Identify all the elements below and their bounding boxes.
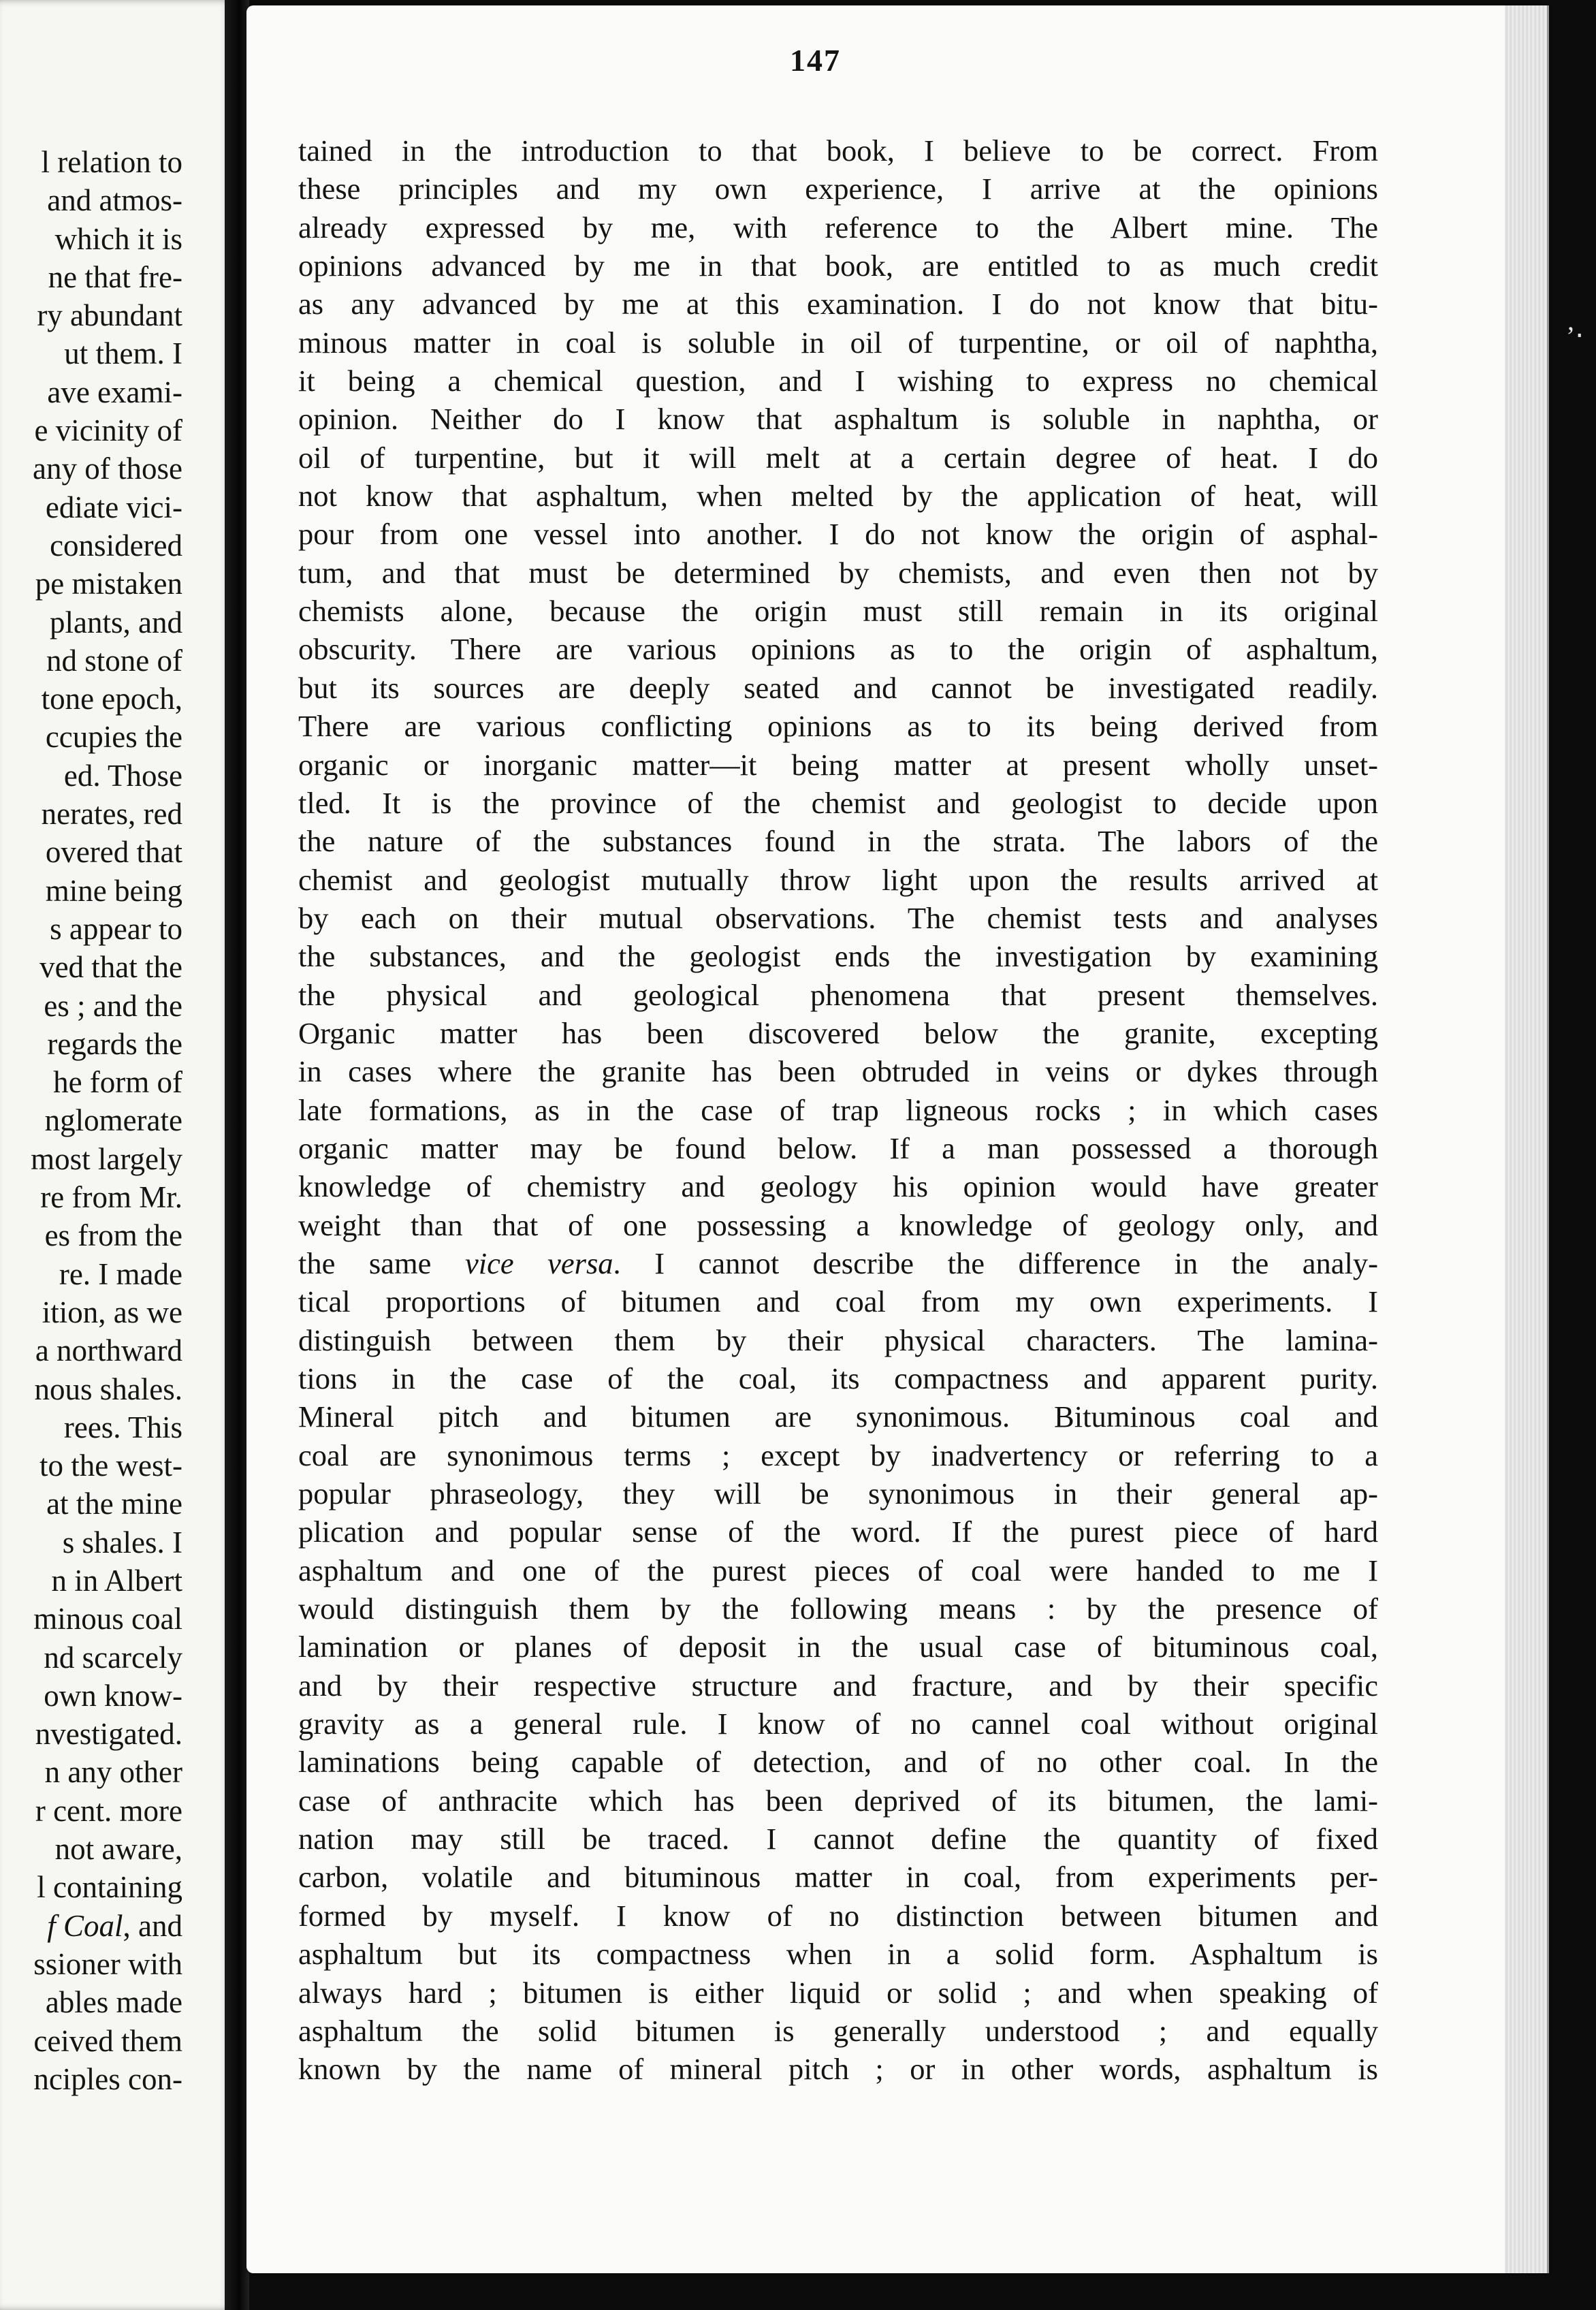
left-page-line: nglomerate [44,1103,182,1138]
text-line: asphaltum but its compactness when in a solid form. Asphaltum is [298,1937,1378,1972]
text-line: distinguish between them by their physical characters. The lamina- [298,1323,1378,1357]
left-page-line: considered [50,528,182,563]
text-line: chemists alone, because the origin must still remain in its original [298,594,1378,629]
left-page-line: and atmos- [47,183,182,218]
text-line: opinions advanced by me in that book, are entitled to as much credit [298,249,1378,283]
left-page-line: which it is [54,221,182,256]
left-page-line: at the mine [46,1487,182,1521]
left-page-line: l relation to [41,145,182,179]
left-page-line: nd stone of [46,643,182,678]
text-line: pour from one vessel into another. I do not know the origin of asphal- [298,517,1378,552]
text-line: gravity as a general rule. I know of no cannel coal without original [298,1707,1378,1741]
left-page-line: tone epoch, [41,682,182,716]
text-line: but its sources are deeply seated and cannot be investigated readily. [298,670,1378,705]
text-line: obscurity. There are various opinions as to the origin of asphaltum, [298,632,1378,667]
left-page-line: ables made [45,1985,182,2020]
text-line: weight than that of one possessing a knowledge of geology only, and [298,1207,1378,1242]
text-line: by each on their mutual observations. The chemist tests and analyses [298,900,1378,935]
text-line: case of anthracite which has been deprived of its bitumen, the lami- [298,1783,1378,1818]
left-page-line: n any other [44,1755,182,1790]
left-page-line: re from Mr. [40,1180,182,1215]
text-line: coal are synonimous terms ; except by inadvertency or referring to a [298,1438,1378,1472]
left-page-line: ccupies the [45,720,182,755]
text-line: organic matter may be found below. If a man possessed a thorough [298,1130,1378,1165]
left-page-line: ceived them [33,2023,182,2058]
left-page-line: any of those [33,452,182,486]
text-line: plication and popular sense of the word. If the purest piece of hard [298,1515,1378,1549]
text-line: tical proportions of bitumen and coal from my own experiments. I [298,1284,1378,1319]
text-line: chemist and geologist mutually throw light upon the results arrived at [298,862,1378,897]
text-line: the physical and geological phenomena that present themselves. [298,977,1378,1012]
left-page-line: overed that [45,835,182,870]
left-page-line: nd scarcely [44,1640,182,1675]
left-page-line: regards the [47,1026,182,1061]
italic-phrase: vice versa [464,1246,613,1280]
text-line: laminations being capable of detection, and of no other coal. In the [298,1745,1378,1779]
left-page-line: ed. Those [63,758,182,793]
text-line: the same vice versa. I cannot describe the difference in the analy- [298,1246,1378,1280]
left-page-line: es ; and the [44,988,182,1023]
body-text [298,131,1378,2089]
text-line: in cases where the granite has been obtruded in veins or dykes through [298,1054,1378,1089]
left-page-line: ved that the [39,950,182,985]
left-page-line: own know- [44,1678,182,1713]
left-page-line: rees. This [63,1410,182,1444]
left-page-text [0,143,182,2098]
left-page [0,0,232,2310]
left-page-line: es from the [44,1218,182,1253]
left-page-line: ut them. I [64,336,182,371]
text-line: it being a chemical question, and I wishing to express no chemical [298,364,1378,398]
text-line: asphaltum and one of the purest pieces of coal were handed to me I [298,1553,1378,1587]
page-number: 147 [790,43,841,78]
left-page-line: not aware, [54,1832,182,1867]
left-page-line: ssioner with [33,1946,182,1981]
text-line: these principles and my own experience, I arrive at the opinions [298,172,1378,206]
text-line: and by their respective structure and fracture, and by their specific [298,1668,1378,1703]
margin-mark: ’‧ [1566,321,1584,351]
left-page-line: l containing [37,1870,182,1905]
text-line: tained in the introduction to that book, I believe to be correct. From [298,133,1378,168]
left-page-line: ediate vici- [45,490,182,524]
text-line: nation may still be traced. I cannot define the quantity of fixed [298,1822,1378,1856]
left-page-line: minous coal [33,1602,182,1636]
left-page-line: e vicinity of [34,413,182,448]
left-page-line: nvestigated. [35,1717,182,1752]
left-page-line: s appear to [50,911,182,946]
text-line: minous matter in coal is soluble in oil of turpentine, or oil of naphtha, [298,325,1378,360]
text-line: tions in the case of the coal, its compactness and apparent purity. [298,1361,1378,1395]
text-line: formed by myself. I know of no distinction between bitumen and [298,1898,1378,1933]
text-line: late formations, as in the case of trap ligneous rocks ; in which cases [298,1092,1378,1127]
text-line: Organic matter has been discovered below the granite, excepting [298,1015,1378,1050]
text-line: the nature of the substances found in the strata. The labors of the [298,824,1378,859]
text-line: already expressed by me, with reference to the Albert mine. The [298,210,1378,244]
left-page-line: pe mistaken [35,567,182,601]
text-line: oil of turpentine, but it will melt at a certain degree of heat. I do [298,440,1378,475]
left-page-line: plants, and [50,605,182,639]
left-page-line: ave exami- [47,375,182,409]
left-page-line: re. I made [59,1256,182,1291]
text-line: organic or inorganic matter—it being matter at present wholly unset- [298,747,1378,782]
text-line: as any advanced by me at this examination. I do not know that bitu- [298,287,1378,321]
left-page-line: nous shales. [34,1372,182,1406]
left-page-line: ne that fre- [48,259,182,294]
left-page-line: a northward [35,1333,182,1368]
text-line: There are various conflicting opinions as to its being derived from [298,709,1378,744]
text-line: the substances, and the geologist ends the investigation by examining [298,939,1378,974]
text-line: would distinguish them by the following means : by the presence of [298,1592,1378,1626]
left-page-line: to the west- [39,1449,182,1483]
left-page-line: nciples con- [33,2061,182,2096]
text-line: tum, and that must be determined by chemists, and even then not by [298,555,1378,590]
book-gutter [225,0,249,2310]
text-line: Mineral pitch and bitumen are synonimous. Bituminous coal and [298,1399,1378,1434]
left-page-line: nerates, red [41,797,182,832]
left-page-line: r cent. more [35,1793,182,1828]
page-edge [1505,5,1549,2273]
text-line: opinion. Neither do I know that asphaltum is soluble in naphtha, or [298,402,1378,437]
left-page-line: n in Albert [51,1563,182,1598]
text-line: knowledge of chemistry and geology his opinion would have greater [298,1169,1378,1204]
left-page-line: s shales. I [62,1525,182,1560]
left-page-line: ry abundant [37,298,182,333]
left-page-line: ition, as we [42,1295,182,1329]
left-page-line: f Coal, and [47,1908,182,1943]
text-line: popular phraseology, they will be synonimous in their general ap- [298,1476,1378,1511]
text-line: always hard ; bitumen is either liquid or solid ; and when speaking of [298,1975,1378,2010]
text-line: known by the name of mineral pitch ; or in other words, asphaltum is [298,2052,1378,2087]
text-line: lamination or planes of deposit in the usual case of bituminous coal, [298,1630,1378,1664]
text-line: not know that asphaltum, when melted by the application of heat, will [298,479,1378,513]
left-page-line: mine being [45,873,182,908]
text-line: asphaltum the solid bitumen is generally understood ; and equally [298,2013,1378,2048]
text-line: carbon, volatile and bituminous matter in coal, from experiments per- [298,1860,1378,1895]
italic-phrase: f Coal [47,1908,123,1943]
text-line: tled. It is the province of the chemist and geologist to decide upon [298,785,1378,820]
left-page-line: most largely [31,1141,182,1176]
left-page-line: he form of [53,1065,182,1100]
